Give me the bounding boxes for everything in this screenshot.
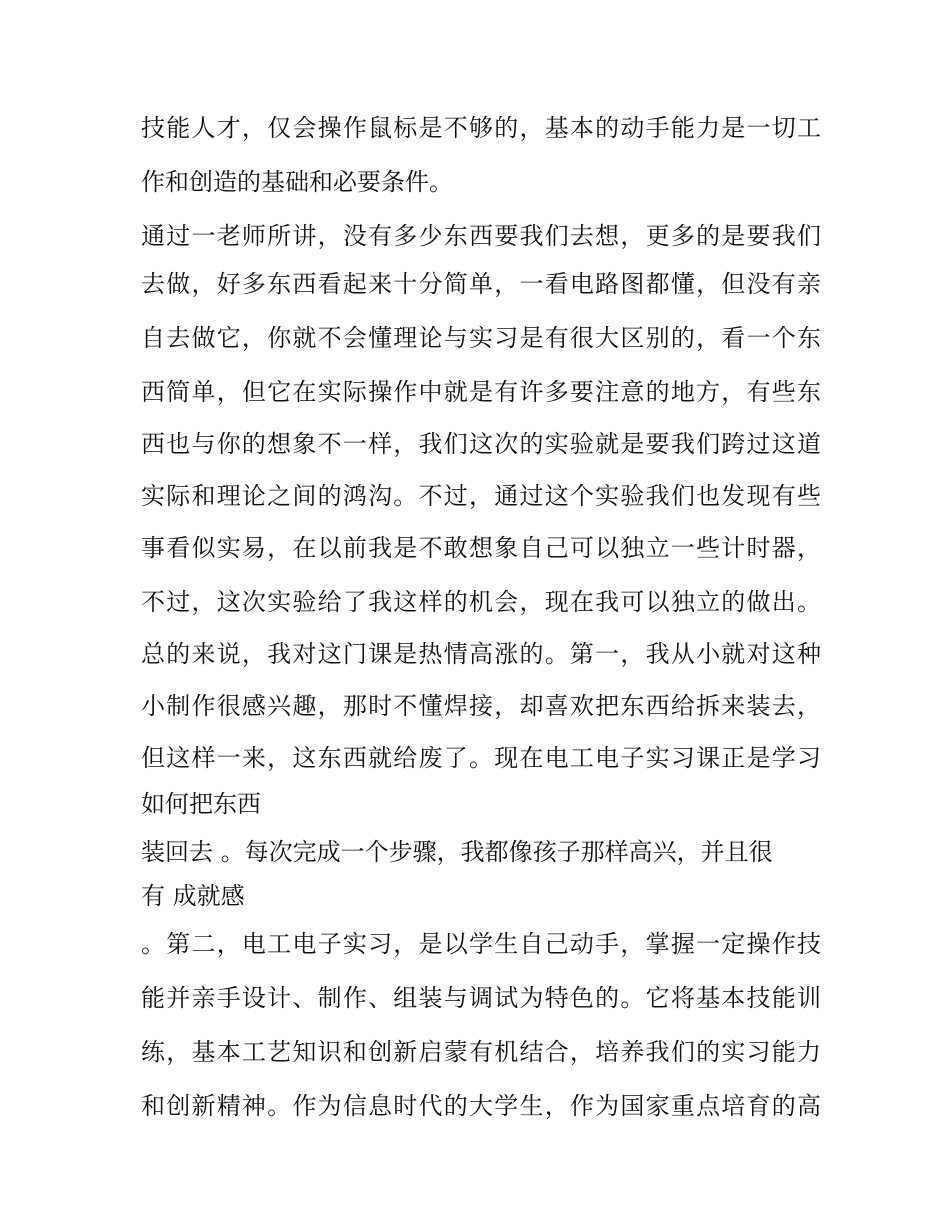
text-line-8: 实际和理论之间的鸿沟。不过，通过这个实验我们也发现有些: [141, 482, 821, 510]
text-line-2: 作和创造的基础和必要条件。: [141, 168, 453, 196]
text-line-16: 有 成就感: [141, 882, 245, 910]
text-line-14: 如何把东西: [141, 790, 261, 818]
text-line-17: 。第二，电工电子实习，是以学生自己动手，掌握一定操作技: [141, 930, 821, 958]
text-line-3: 通过一老师所讲，没有多少东西要我们去想，更多的是要我们: [141, 222, 821, 250]
text-line-9: 事看似实易，在以前我是不敢想象自己可以独立一些计时器，: [141, 534, 821, 562]
text-line-18: 能并亲手设计、制作、组装与调试为特色的。它将基本技能训: [141, 984, 821, 1012]
text-line-7: 西也与你的想象不一样，我们这次的实验就是要我们跨过这道: [141, 430, 821, 458]
text-line-11: 总的来说，我对这门课是热情高涨的。第一，我从小就对这种: [141, 640, 821, 668]
text-line-5: 自去做它，你就不会懂理论与实习是有很大区别的，看一个东: [141, 324, 821, 352]
text-line-13: 但这样一来，这东西就给废了。现在电工电子实习课正是学习: [141, 744, 821, 772]
text-line-10: 不过，这次实验给了我这样的机会，现在我可以独立的做出。: [141, 588, 821, 616]
text-line-1: 技能人才，仅会操作鼠标是不够的，基本的动手能力是一切工: [141, 114, 821, 142]
text-line-19: 练，基本工艺知识和创新启蒙有机结合，培养我们的实习能力: [141, 1038, 821, 1066]
text-line-4: 去做，好多东西看起来十分简单，一看电路图都懂，但没有亲: [141, 270, 821, 298]
text-line-15: 装回去 。每次完成一个步骤，我都像孩子那样高兴，并且很: [141, 838, 773, 866]
text-line-6: 西简单，但它在实际操作中就是有许多要注意的地方，有些东: [141, 378, 821, 406]
text-line-20: 和创新精神。作为信息时代的大学生，作为国家重点培育的高: [141, 1092, 821, 1120]
text-line-12: 小制作很感兴趣，那时不懂焊接，却喜欢把东西给拆来装去，: [141, 692, 821, 720]
